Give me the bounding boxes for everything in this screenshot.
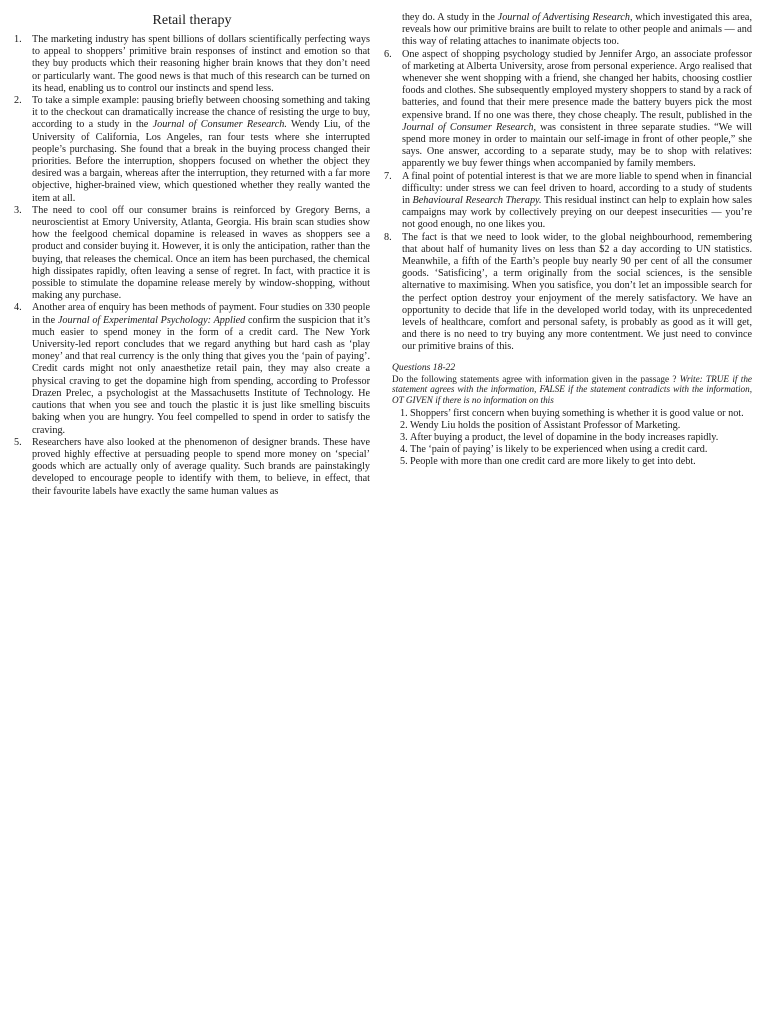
question-text: Shoppers’ first concern when buying something is whether it is good value or not. (410, 407, 744, 419)
question-item (392, 408, 752, 420)
question-number: 1. (400, 407, 408, 419)
paragraph-text: The need to cool off our consumer brains is reinforced by Gregory Berns, a neuroscientist at Emory University, Atlanta, Georgia. His brain scan studies show how the feelgood chemical dopamine is released in waves as shoppers see a product and consider buying it. However, it is only the anticipation, rather than the buying, that releases the chemical. Once an item has been purchased, the chemical high dissipates rapidly, often leaving a sense of regret. In fact, with practice it is possible to stimulate the dopamine release merely by window-shopping, without making any purchase. (32, 204, 370, 302)
paragraph-1 (14, 34, 370, 95)
paragraph-4 (14, 302, 370, 436)
journal-title: Behavioural Research Therapy. (412, 195, 542, 207)
paragraph-text: The fact is that we need to look wider, to the global neighbourhood, remembering that about half of humanity lives on less than $2 a day according to UN statistics. Meanwhile, a fifth of the Earth’s people buy nearly 90 per cent of all the consumer goods. ‘Satisficing’, a term originally from the social sciences, is the sensible alternative to maximising. When you satisfice, you don’t let an impossible search for the perfect option destroy your enjoyment of the merely satisfactory. We have an opportunity to decide that life in the developed world today, with its unprecedented levels of healthcare, comfort and personal safety, is probably as good as it will get, and there is no need to try buying any more contentment. We just need to convince our primitive brains of this. (402, 231, 752, 353)
right-column (384, 12, 753, 469)
questions-instruction (392, 374, 752, 406)
paragraph-text: Another area of enquiry has been methods of payment. Four studies on 330 people in the (32, 302, 370, 326)
question-item (392, 420, 752, 432)
paragraph-text: was consistent in three separate studies. “We will spend more money in order to maintain our self-image in front of other people,” she says. One answer, according to a separate study, may be to shop with relatives: apparently we buy fewer things when accompanied by family members. (402, 121, 753, 170)
paragraph-number: 3. (14, 204, 22, 216)
paragraph-text: Wendy Liu, of the University of California, Los Angeles, ran four tests where she interrupted people’s purchasing. She found that a break in the buying process changed their priorities. Before the interruption, shoppers focused on whether the object they desired was a bargain, whereas after the interruption, they returned with a far more objective, higher-brained view, which questioned whether they really wanted the item at all. (32, 119, 371, 204)
paragraph-number: 8. (384, 231, 392, 243)
paragraph-number: 1. (14, 34, 22, 45)
paragraph-text: they do. A study in the (402, 12, 498, 23)
questions-heading: Questions 18-22 (392, 361, 456, 373)
instruction-italic: Write: TRUE if the statement agrees with the information, FALSE if the statement contradicts with the information, OT GIVEN if there is no information on this (392, 373, 752, 406)
journal-title: Journal of Consumer Research. (152, 119, 287, 131)
question-item (392, 456, 752, 468)
question-text: After buying a product, the level of dopamine in the body increases rapidly. (410, 432, 719, 444)
question-list (392, 408, 752, 469)
question-number: 2. (400, 419, 408, 431)
paragraph-number: 2. (14, 95, 22, 107)
paragraph-text: To take a simple example: pausing briefly between choosing something and taking it to the checkout can dramatically increase the chance of resisting the urge to buy, according to a study in the (32, 95, 370, 131)
question-number: 5. (400, 456, 408, 468)
paragraph-3 (14, 205, 370, 303)
question-text: The ‘pain of paying’ is likely to be experienced when using a credit card. (410, 444, 708, 456)
journal-title: Journal of Consumer Research, (402, 121, 537, 133)
paragraph-8 (384, 231, 752, 354)
paragraph-2 (14, 95, 370, 205)
question-number: 3. (400, 432, 408, 444)
paragraph-text: One aspect of shopping psychology studied by Jennifer Argo, an associate professor of marketing at Alberta University, arose from personal experience. Argo realised that whenever she went shopping with a friend, she changed her habits, choosing costlier foods and clothes. She subsequently employed mystery shoppers to stand by a rack of batteries, and found that their mere presence made the battery buyers pick the most expensive brand. If no one was there, they chose cheaply. The result, published in the (402, 48, 752, 121)
question-text: Wendy Liu holds the position of Assistant Professor of Marketing. (410, 419, 681, 431)
paragraph-number: 5. (14, 436, 22, 448)
journal-title: Journal of Experimental Psychology: Applied (57, 314, 246, 326)
paragraph-7 (384, 170, 752, 232)
paragraph-number: 6. (384, 48, 392, 60)
paragraph-5-continuation (392, 12, 752, 49)
left-column (14, 12, 370, 498)
paragraph-text: A final point of potential interest is that we are more liable to spend when in financial difficulty: under stress we can feel driven to hoard, according to a study of students in (402, 170, 752, 207)
instruction-text: Do the following statements agree with information given in the passage ? (392, 373, 680, 384)
paragraph-text: confirm the suspicion that it’s much easier to spend money in the form of a credit card. The New York University-led report concludes that we regard anything but hard cash as ‘play money’ and that real currency is the only thing that gives you the ‘pain of paying’. Credit cards might not only anaesthetize retail pain, they may also create a physical craving to get the dopamine high from spending, according to Professor Drazen Prelec, a psychologist at the Massachusetts Institute of Technology. He cautions that when you see and touch the plastic it is just like smelling biscuits baking when you are hungry. You feel compelled to spend in order to satisfy the craving. (32, 314, 370, 436)
paragraph-text: which investigated this area, reveals how our primitive brains are built to relate to other people and animals — and this way of relating attaches to inanimate objects too. (402, 12, 752, 48)
paragraph-text: The marketing industry has spent billions of dollars scientifically perfecting ways to appeal to shoppers’ primitive brain responses of instinct and emotion so that they buy products which their reasoning higher brain knows that they don’t need or particularly want. The good news is that much of this research can be turned on its head, enabling us to control our instincts and spend less. (32, 34, 370, 94)
question-text: People with more than one credit card are more likely to get into debt. (410, 456, 696, 468)
paragraph-number: 7. (384, 170, 392, 182)
journal-title: Journal of Advertising Research, (497, 12, 633, 23)
paragraph-6 (384, 48, 753, 171)
document-title: Retail therapy (152, 13, 232, 28)
paragraph-text: Researchers have also looked at the phenomenon of designer brands. These have proved highly effective at persuading people to spend more money on ‘special’ goods which are actually only of average quality. Such brands are painstakingly developed to encourage people to identify with them, to believe, in effect, that their favourite labels have exactly the same human values as (32, 436, 370, 497)
paragraph-text: This residual instinct can help to explain how sales campaigns may work by collectively preying on our deepest insecurities — you’re not good enough, no one likes you. (402, 195, 752, 231)
paragraph-number: 4. (14, 302, 22, 314)
question-item (392, 444, 752, 456)
question-item (392, 432, 752, 444)
paragraph-5 (14, 437, 370, 498)
question-number: 4. (400, 444, 408, 456)
